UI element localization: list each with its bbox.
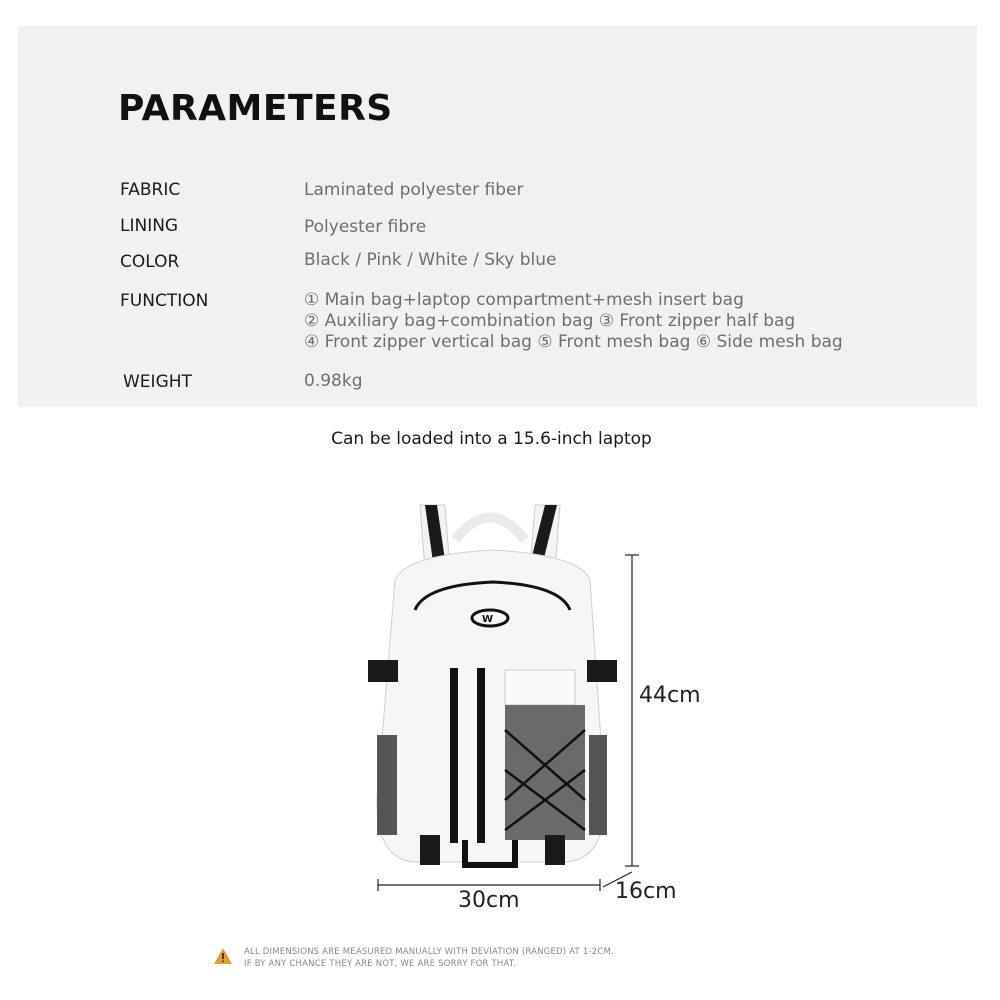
width-dimension: 30cm <box>458 888 520 913</box>
function-line-1: ① Main bag+laptop compartment+mesh insert bag <box>304 290 744 310</box>
param-label-function: FUNCTION <box>120 291 209 311</box>
param-value-lining: Polyester fibre <box>304 217 427 237</box>
svg-text:W: W <box>482 614 494 625</box>
param-label-weight: WEIGHT <box>123 372 192 392</box>
param-value-function <box>304 290 843 353</box>
dimension-lines <box>370 550 650 895</box>
param-label-lining: LINING <box>120 216 179 236</box>
disclaimer-text <box>244 946 614 970</box>
param-label-color: COLOR <box>120 252 180 272</box>
param-value-color: Black / Pink / White / Sky blue <box>304 250 557 270</box>
param-label-fabric: FABRIC <box>120 180 181 200</box>
depth-dimension: 16cm <box>615 879 677 904</box>
warning-icon <box>213 947 233 965</box>
param-value-weight: 0.98kg <box>304 371 363 391</box>
disclaimer-line-2: IF BY ANY CHANCE THEY ARE NOT, WE ARE SORRY FOR THAT. <box>244 959 517 969</box>
function-line-3: ④ Front zipper vertical bag ⑤ Front mesh bag ⑥ Side mesh bag <box>304 332 843 352</box>
laptop-caption: Can be loaded into a 15.6-inch laptop <box>331 429 652 449</box>
page-title: PARAMETERS <box>118 88 393 129</box>
height-dimension: 44cm <box>639 683 701 708</box>
disclaimer-line-1: ALL DIMENSIONS ARE MEASURED MANUALLY WITH DEVIATION (RANGED) AT 1-2CM. <box>244 947 614 957</box>
function-line-2: ② Auxiliary bag+combination bag ③ Front zipper half bag <box>304 311 796 331</box>
param-value-fabric: Laminated polyester fiber <box>304 180 524 200</box>
